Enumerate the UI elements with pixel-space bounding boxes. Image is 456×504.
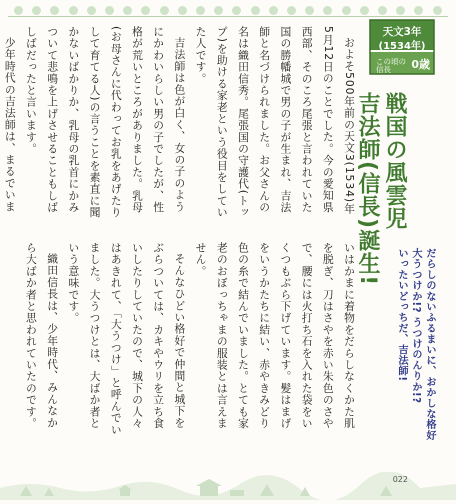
flower-crest-icon (105, 6, 114, 15)
era-badge (366, 16, 438, 78)
landscape-silhouette-icon (0, 472, 456, 500)
era-year-western: (1534年) (378, 41, 426, 52)
chapter-subtitle-line1: だらしのないふるまいに、おかしな格好 (424, 248, 435, 441)
age-label-line2: 信長 (376, 65, 391, 74)
flower-crest-icon (214, 6, 223, 15)
flower-crest-icon (360, 6, 369, 15)
chapter-title-line2: 吉法師(信長)誕生! (355, 92, 380, 287)
flower-crest-icon (287, 6, 296, 15)
chapter-subtitle (394, 248, 436, 458)
era-year: 天文3年 (382, 26, 422, 38)
flower-crest-icon (342, 6, 351, 15)
chapter-title-line1: 戦国の風雲児 (382, 92, 407, 230)
page-number: 022 (392, 475, 408, 484)
flower-crest-icon (87, 6, 96, 15)
chapter-subtitle-line3: いったいどっちだ、吉法師! (396, 248, 407, 382)
flower-crest-icon (305, 6, 314, 15)
flower-crest-icon (123, 6, 132, 15)
flower-crest-icon (32, 6, 41, 15)
body-paragraph: 少年時代の吉法師は、まるでいま いはかまに着物をだらしなくかた肌を脱ぎ、刀はさやを赤い朱色のさやで、腰には火打ち石を入れた袋をいくつもぶら下げています。髪はまげをいうかたちに結い、赤やきみどり色の糸で結んでいました。とても家老のおぼっちゃまの服装とは言えません。 (3, 36, 356, 430)
body-paragraph: およそ500年前の天文3(1534)年5月12日のことでした。今の愛知県西部、そのころ尾張と言われていた国の勝幡城で男の子が生まれ、吉法師と名づけられました。お父さんの名は織田信秀。尾張国の守護代(トップ)を助ける家老という役目をしていた人です。 (194, 26, 356, 219)
flower-crest-icon (232, 6, 241, 15)
nobunaga-age: 0歳 (411, 58, 430, 71)
flower-crest-icon (50, 6, 59, 15)
age-label (376, 58, 406, 74)
flower-crest-icon (251, 6, 260, 15)
flower-crest-icon (414, 6, 423, 15)
flower-crest-icon (178, 6, 187, 15)
flower-crest-icon (269, 6, 278, 15)
flower-crest-icon (323, 6, 332, 15)
flower-crest-icon (160, 6, 169, 15)
body-paragraph: 吉法師は色が白く、女の子のようにかわいらしい男の子でしたが、性格が荒いところがありました。乳母(お母さんに代わってお乳をあげたりして育てる人)の言うことを素直に聞かないばかりか、乳母の乳首にかみついて悲鳴を上げさせることもしばしばだったと言います。 (24, 26, 187, 219)
flower-crest-icon (14, 6, 23, 15)
flower-crest-icon (378, 6, 387, 15)
decorative-top-border (6, 4, 450, 14)
body-paragraph: そんなひどい格好で仲間と城下をぶらついては、カキやウリを立ち食いしたりしていたので、城下の人々はあきれて、「大うつけ」と呼んでいました。大うつけとは、大ばか者という意味です。 (67, 242, 187, 436)
age-label-line1: この頃の (376, 57, 406, 66)
flower-crest-icon (69, 6, 78, 15)
flower-crest-icon (396, 6, 405, 15)
article-body (3, 26, 360, 436)
flower-crest-icon (196, 6, 205, 15)
chapter-subtitle-line2: 大うつけか!? うつけのんりか!? (410, 248, 421, 404)
body-paragraph: 織田信長は、少年時代、みんなから大ばか者と思われていたのです。 (24, 242, 60, 430)
flower-crest-icon (141, 6, 150, 15)
flower-pattern-row (14, 6, 442, 15)
decorative-bottom-illustration (0, 472, 456, 500)
flower-crest-icon (433, 6, 442, 15)
